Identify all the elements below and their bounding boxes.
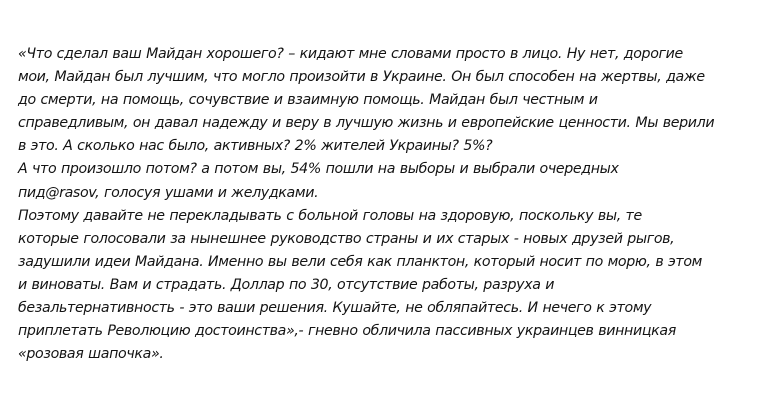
text-line-7: пид@rasov, голосуя ушами и желудками.: [18, 184, 319, 201]
text-line-12: безальтернативность - это ваши решения. Кушайте, не обляпайтесь. И нечего к этому: [18, 300, 652, 317]
text-line-1: «Что сделал ваш Майдан хорошего? – кидают мне словами просто в лицо. Ну нет, дорогие: [18, 46, 683, 62]
text-line-8: Поэтому давайте не перекладывать с больной головы на здоровую, поскольку вы, те: [18, 207, 642, 224]
text-line-10: задушили идеи Майдана. Именно вы вели себя как планктон, который носит по морю, в этом: [18, 253, 703, 270]
text-line-4: справедливым, он давал надежду и веру в лучшую жизнь и европейские ценности. Мы верили: [18, 115, 715, 132]
text-line-5: в это. А сколько нас было, активных? 2% жителей Украины? 5%?: [18, 138, 493, 155]
text-line-14: «розовая шапочка».: [18, 346, 164, 363]
text-line-9: которые голосовали за нынешнее руководство страны и их старых - новых друзей рыгов,: [18, 230, 675, 247]
quote-text-block: [18, 43, 768, 366]
text-line-3: до смерти, на помощь, сочувствие и взаимную помощь. Майдан был честным и: [18, 92, 598, 109]
text-line-6: А что произошло потом? а потом вы, 54% пошли на выборы и выбрали очередных: [18, 161, 619, 178]
text-line-11: и виноваты. Вам и страдать. Доллар по 30, отсутствие работы, разруха и: [18, 276, 555, 293]
text-line-2: мои, Майдан был лучшим, что могло произойти в Украине. Он был способен на жертвы, даже: [18, 69, 705, 86]
text-line-13: приплетать Революцию достоинства»,- гневно обличила пассивных украинцев винницкая: [18, 323, 676, 340]
